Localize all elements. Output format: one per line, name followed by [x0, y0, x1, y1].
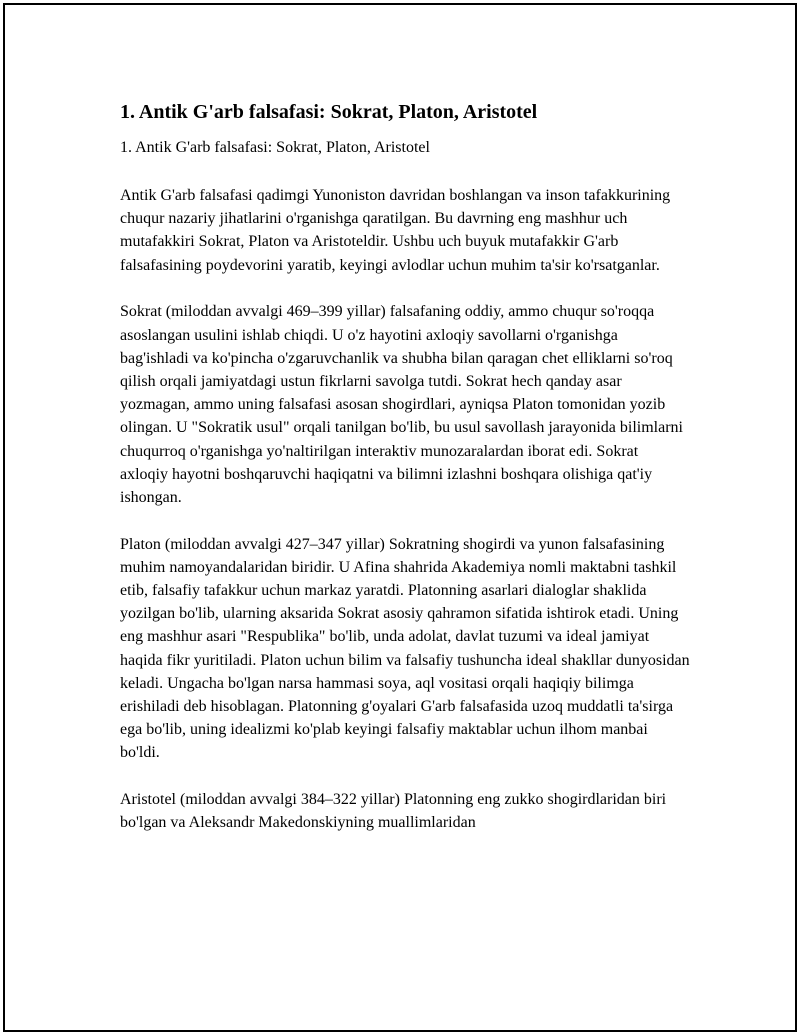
document-body [120, 100, 690, 858]
document-title: 1. Antik G'arb falsafasi: Sokrat, Platon, Aristotel [120, 101, 538, 123]
paragraph-aristotel: Aristotel (miloddan avvalgi 384–322 yillar) Platonning eng zukko shogirdlaridan biri bo'lgan va Aleksandr Makedonskiyning muallimlaridan [120, 791, 667, 832]
paragraph-platon: Platon (miloddan avvalgi 427–347 yillar) Sokratning shogirdi va yunon falsafasining muhim namoyandalaridan biridir. U Afina shahrida Akademiya nomli maktabni tashkil etib, falsafiy tafakkur uchun markaz yaratdi. Platonning asarlari dialoglar shaklida yozilgan bo'lib, ularning aksarida Sokrat asosiy qahramon sifatida ishtirok etadi. Uning eng mashhur asari "Respublika" bo'lib, unda adolat, davlat tuzumi va ideal jamiyat haqida fikr yuritiladi. Platon uchun bilim va falsafiy tushuncha ideal shakllar dunyosidan keladi. Ungacha bo'lgan narsa hammasi soya, aql vositasi orqali haqiqiy bilimga erishiladi deb hisoblagan. Platonning g'oyalari G'arb falsafasida uzoq muddatli ta'sirga ega bo'lib, uning idealizmi ko'plab keyingi falsafiy maktablar uchun ilhom manbai bo'ldi. [120, 535, 690, 762]
paragraph-intro: Antik G'arb falsafasi qadimgi Yunoniston davridan boshlangan va inson tafakkurining chuqur nazariy jihatlarini o'rganishga qaratilgan. Bu davrning eng mashhur uch mutafakkiri Sokrat, Platon va Aristoteldir. Ushbu uch buyuk mutafakkir G'arb falsafasining poydevorini yaratib, keyingi avlodlar uchun muhim ta'sir ko'rsatganlar. [120, 187, 671, 274]
page-frame [3, 3, 797, 1032]
paragraph-sokrat: Sokrat (miloddan avvalgi 469–399 yillar) falsafaning oddiy, ammo chuqur so'roqqa asoslangan usulini ishlab chiqdi. U o'z hayotini axloqiy savollarni o'rganishga bag'ishladi va ko'pincha o'zgaruvchanlik va shubha bilan qaragan chet elliklarni so'roq qilish orqali jamiyatdagi ustun fikrlarni savolga tutdi. Sokrat hech qanday asar yozmagan, ammo uning falsafasi asosan shogirdlari, ayniqsa Platon tomonidan yozib olingan. U "Sokratik usul" orqali tanilgan bo'lib, bu usul savollash jarayonida bilimlarni chuqurroq o'rganishga yo'naltirilgan interaktiv munozaralardan iborat edi. Sokrat axloqiy hayotni boshqaruvchi haqiqatni va bilimni izlashni boshqara olishiga qat'iy ishongan. [120, 303, 683, 506]
document-subtitle: 1. Antik G'arb falsafasi: Sokrat, Platon, Aristotel [120, 139, 430, 156]
